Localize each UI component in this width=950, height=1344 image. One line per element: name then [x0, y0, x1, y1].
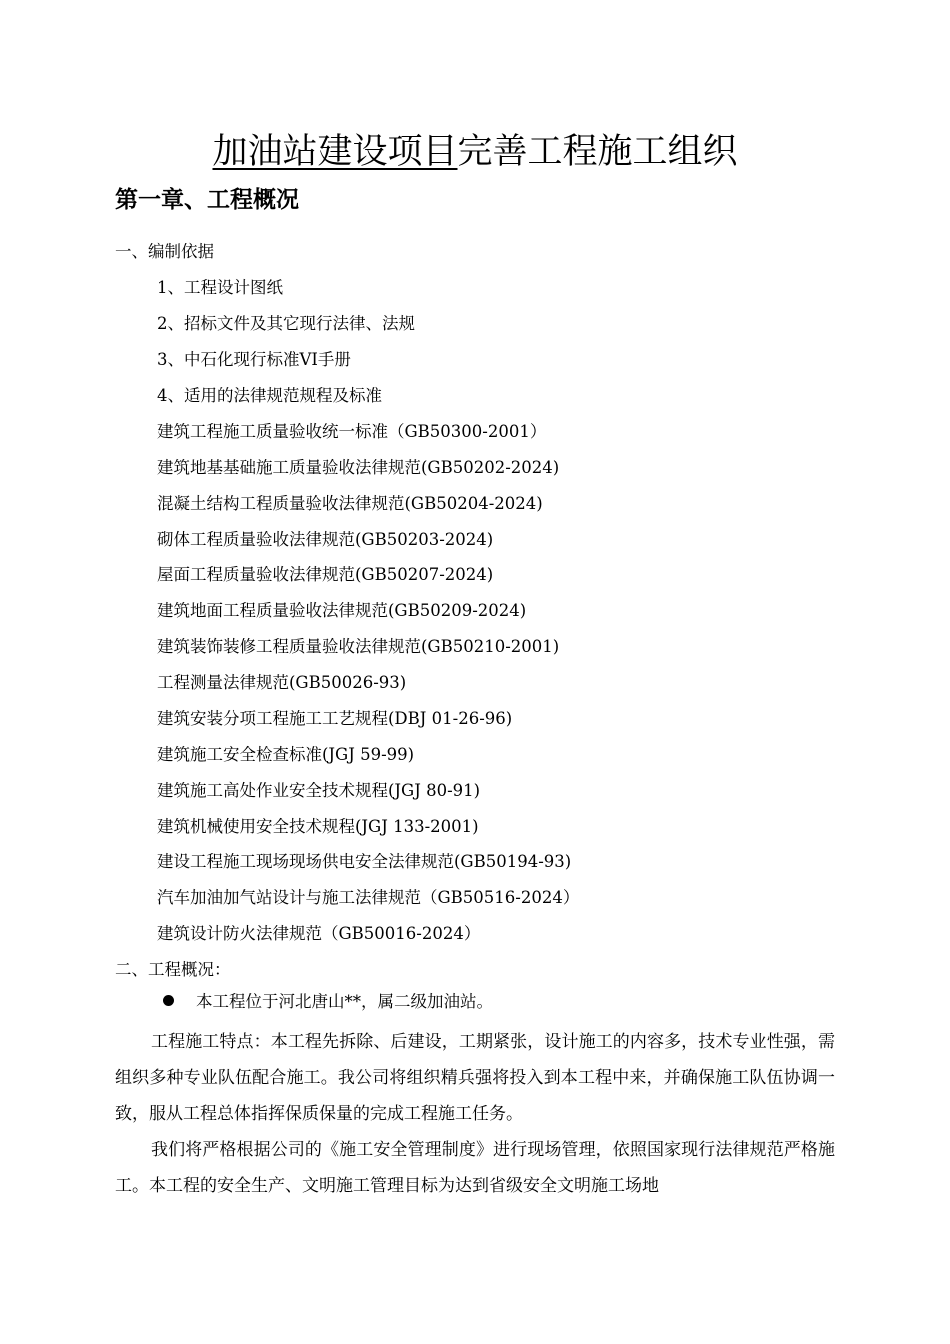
standard-item: 建筑装饰装修工程质量验收法律规范(GB50210-2001) — [157, 637, 560, 656]
chapter-heading: 第一章、工程概况 — [115, 187, 299, 213]
standard-item: 建筑施工高处作业安全技术规程(JGJ 80-91) — [157, 781, 481, 800]
paragraph-safety-management: 我们将严格根据公司的《施工安全管理制度》进行现场管理，依照国家现行法律规范严格施工。本工程的安全生产、文明施工管理目标为达到省级安全文明施工场地 — [115, 1140, 835, 1196]
basis-item: 4、适用的法律规范规程及标准 — [157, 386, 382, 405]
paragraph-construction-features: 工程施工特点：本工程先拆除、后建设，工期紧张，设计施工的内容多，技术专业性强，需组织多种专业队伍配合施工。我公司将组织精兵强将投入到本工程中来，并确保施工队伍协调一致，服从工程总体指挥保质保量的完成工程施工任务。 — [115, 1032, 835, 1124]
section-heading-overview: 二、工程概况： — [115, 960, 231, 979]
title-underlined-part: 加油站建设项目 — [212, 132, 458, 172]
bullet-text: 本工程位于河北唐山**，属二级加油站。 — [196, 992, 493, 1011]
section-heading-basis: 一、编制依据 — [115, 242, 214, 261]
standard-item: 建筑安装分项工程施工工艺规程(DBJ 01-26-96) — [157, 709, 513, 728]
title-rest-part: 完善工程施工组织 — [457, 132, 738, 172]
standard-item: 汽车加油加气站设计与施工法律规范（GB50516-2024） — [157, 888, 580, 907]
standard-item: 建筑施工安全检查标准(JGJ 59-99) — [157, 745, 415, 764]
standard-item: 建筑设计防火法律规范（GB50016-2024） — [157, 924, 481, 943]
standard-item: 工程测量法律规范(GB50026-93) — [157, 673, 407, 692]
standard-item: 建筑工程施工质量验收统一标准（GB50300-2001） — [157, 422, 547, 441]
basis-item: 3、中石化现行标准VI手册 — [157, 350, 351, 369]
standard-item: 屋面工程质量验收法律规范(GB50207-2024) — [157, 565, 494, 584]
standard-item: 建设工程施工现场现场供电安全法律规范(GB50194-93) — [157, 852, 572, 871]
standard-item: 建筑机械使用安全技术规程(JGJ 133-2001) — [157, 817, 479, 836]
document-title — [0, 128, 950, 176]
standard-item: 混凝土结构工程质量验收法律规范(GB50204-2024) — [157, 494, 543, 513]
basis-item: 2、招标文件及其它现行法律、法规 — [157, 314, 415, 333]
basis-item: 1、工程设计图纸 — [157, 278, 283, 297]
standard-item: 建筑地面工程质量验收法律规范(GB50209-2024) — [157, 601, 527, 620]
bullet-item — [163, 990, 493, 1014]
standard-item: 砌体工程质量验收法律规范(GB50203-2024) — [157, 530, 494, 549]
standard-item: 建筑地基基础施工质量验收法律规范(GB50202-2024) — [157, 458, 560, 477]
bullet-dot-icon — [163, 995, 174, 1006]
